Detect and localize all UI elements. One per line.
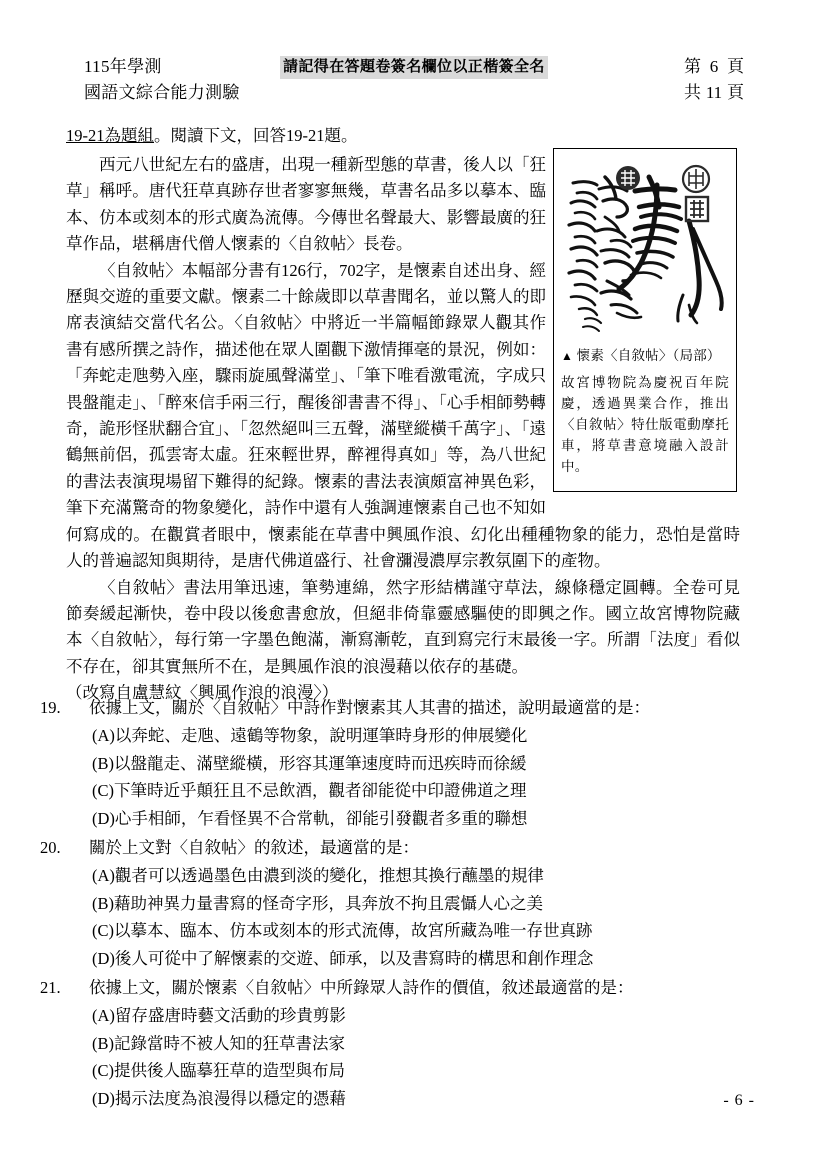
option-c[interactable]: (C)下筆時近乎顛狂且不忌飲酒，觀者卻能從中印證佛道之理 xyxy=(92,781,527,800)
option-a[interactable]: (A)留存盛唐時藝文活動的珍貴剪影 xyxy=(92,1006,346,1025)
option-list xyxy=(66,862,766,972)
passage-paragraph-3: 〈自敘帖〉書法用筆迅速，筆勢連綿，然字形結構謹守草法，線條穩定圓轉。全卷可見節奏緩起漸快，卷中段以後愈書愈放，但絕非倚靠靈感驅使的即興之作。國立故宮博物院藏本〈自敘帖〉，每行第一字墨色飽滿，漸寫漸乾，直到寫完行末最後一字。所謂「法度」看似不存在，卻其實無所不在，是興風作浪的浪漫藉以依存的基礎。 xyxy=(66,577,740,676)
figure-float-spacer xyxy=(546,152,740,500)
exam-subject: 國語文綜合能力測驗 xyxy=(84,83,240,102)
option-list xyxy=(66,1002,766,1112)
exam-title: 115年學測 xyxy=(84,57,162,76)
current-page-line xyxy=(684,54,744,80)
question-stem-text: 依據上文，關於懷素〈自敘帖〉中所錄眾人詩作的價值，敘述最適當的是： xyxy=(89,978,634,997)
option-c[interactable]: (C)提供後人臨摹狂草的造型與布局 xyxy=(92,1061,345,1080)
reading-instruction: 。閱讀下文，回答19-21題。 xyxy=(154,126,358,145)
page-footer: - 6 - xyxy=(723,1092,755,1109)
question-stem-text: 關於上文對〈自敘帖〉的敘述，最適當的是： xyxy=(89,838,419,857)
total-pages: 11 xyxy=(705,83,723,102)
page-prefix: 第 xyxy=(684,57,701,76)
option-d[interactable]: (D)心手相師，乍看怪異不合常軌，卻能引發觀者多重的聯想 xyxy=(92,808,528,828)
page-number: 6 xyxy=(709,57,719,76)
total-suffix: 頁 xyxy=(727,83,744,102)
question-list xyxy=(40,694,766,1114)
option-list xyxy=(66,722,766,832)
total-page-line xyxy=(684,80,744,106)
question-stem xyxy=(40,694,766,722)
reading-passage xyxy=(66,152,740,707)
passage-source: （改寫自盧慧紋〈興風作浪的浪漫〉） xyxy=(66,683,339,703)
header-exam-info xyxy=(84,54,240,106)
figure-caption-text: 懷素〈自敘帖〉（局部） xyxy=(576,348,721,363)
page-counter xyxy=(684,54,744,106)
option-a[interactable]: (A)以奔蛇、走虺、遠鶴等物象，說明運筆時身形的伸展變化 xyxy=(92,726,528,745)
question-stem-text: 依據上文，關於〈自敘帖〉中詩作對懷素其人其書的描述，說明最適當的是： xyxy=(89,698,650,717)
question-range: 19-21為題組 xyxy=(66,126,154,145)
question-19 xyxy=(40,694,766,832)
question-stem xyxy=(40,834,766,862)
option-c[interactable]: (C)以摹本、臨本、仿本或刻本的形式流傳，故宮所藏為唯一存世真跡 xyxy=(92,921,593,940)
page-suffix: 頁 xyxy=(727,57,744,76)
option-d[interactable]: (D)揭示法度為浪漫得以穩定的憑藉 xyxy=(92,1088,346,1108)
total-prefix: 共 xyxy=(684,83,701,102)
question-stem xyxy=(40,974,766,1002)
triangle-marker-icon: ▲ xyxy=(561,349,574,363)
question-21 xyxy=(40,974,766,1112)
option-b[interactable]: (B)藉助神異力量書寫的怪奇字形，具奔放不拘且震懾人心之美 xyxy=(92,893,543,913)
option-d[interactable]: (D)後人可從中了解懷素的交遊、師承，以及書寫時的構思和創作理念 xyxy=(92,948,594,968)
question-number: 20. xyxy=(40,838,61,857)
passage-paragraph-2: 〈自敘帖〉本幅部分書有126行，702字，是懷素自述出身、經歷與交遊的重要文獻。懷素二十餘歲即以草書聞名，並以驚人的即席表演結交當代名公。〈自敘帖〉中將近一半篇幅節錄眾人觀其作書有感所撰之詩作，描述他在眾人圍觀下激情揮毫的景況，例如：「奔蛇走虺勢入座，驟雨旋風聲滿堂」、「筆下唯看激電流，字成只畏盤龍走」、「醉來信手兩三行，醒後卻書書不得」、「心手相師勢轉奇，詭形怪狀翻合宜」、「忽然絕叫三五聲，滿壁縱橫千萬字」、「遠鶴無前侶，孤雲寄太虛。狂來輕世界，醉裡得真如」等，為八世紀的書法表演現場留下難得的紀錄。懷素的書法表演頗富神異色彩，筆下充滿驚奇的物象變化，詩作中還有人強調連懷素自己也不知如何寫成的。在觀賞者眼中，懷素能在草書中興風作浪、幻化出種種物象的能力，恐怕是當時人的普遍認知與期待，是唐代佛道盛行、社會瀰漫濃厚宗教氛圍下的產物。 xyxy=(66,260,740,571)
question-group-lead xyxy=(66,124,358,148)
question-20 xyxy=(40,834,766,972)
option-b[interactable]: (B)記錄當時不被人知的狂草書法家 xyxy=(92,1033,345,1053)
question-number: 19. xyxy=(40,698,61,717)
option-b[interactable]: (B)以盤龍走、滿壁縱橫，形容其運筆速度時而迅疾時而徐緩 xyxy=(92,753,527,773)
signature-notice: 請記得在答題卷簽名欄位以正楷簽全名 xyxy=(280,56,548,79)
figure-note: 故宮博物院為慶祝百年院慶，透過異業合作，推出〈自敘帖〉特仕版電動摩托車，將草書意境融入設計中。 xyxy=(561,375,729,474)
page-header xyxy=(84,54,744,108)
passage-paragraph-1: 西元八世紀左右的盛唐，出現一種新型態的草書，後人以「狂草」稱呼。唐代狂草真跡存世者寥寥無幾，草書名品多以摹本、臨本、仿本或刻本的形式廣為流傳。今傳世名聲最大、影響最廣的狂草作品，堪稱唐代僧人懷素的〈自敘帖〉長卷。 xyxy=(66,155,546,254)
option-a[interactable]: (A)觀者可以透過墨色由濃到淡的變化，推想其換行蘸墨的規律 xyxy=(92,866,544,885)
question-number: 21. xyxy=(40,978,61,997)
